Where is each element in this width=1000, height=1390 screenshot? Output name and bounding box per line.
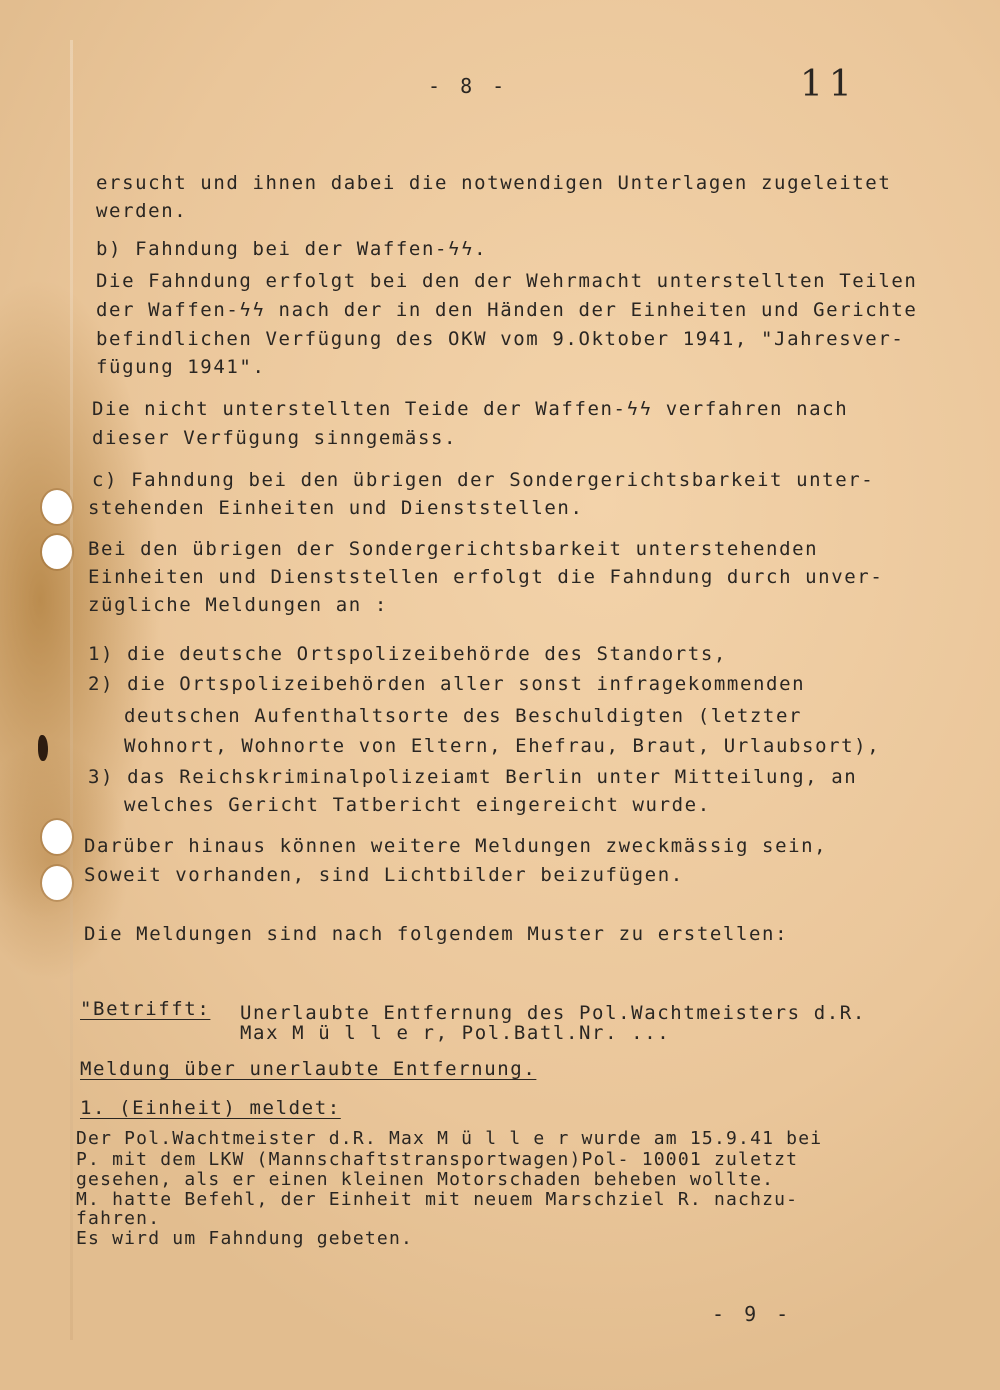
report-subheading: 1. (Einheit) meldet: bbox=[80, 1097, 341, 1119]
folio-number: 11 bbox=[800, 64, 858, 105]
list-item-3: 3) das Reichskriminalpolizeiamt Berlin unter Mitteilung, an bbox=[88, 766, 858, 788]
punch-hole bbox=[42, 490, 72, 524]
body-line: Die Fahndung erfolgt bei den der Wehrmacht unterstellten Teilen bbox=[96, 270, 918, 292]
report-line: Der Pol.Wachtmeister d.R. Max M ü l l e r wurde am 15.9.41 bei bbox=[76, 1128, 823, 1149]
body-line: Die Meldungen sind nach folgendem Muster zu erstellen: bbox=[84, 923, 789, 945]
body-line: werden. bbox=[96, 200, 188, 222]
section-heading-c: c) Fahndung bei den übrigen der Sondergerichtsbarkeit unter- bbox=[92, 469, 875, 491]
report-line: gesehen, als er einen kleinen Motorschaden beheben wollte. bbox=[76, 1169, 775, 1190]
report-heading: Meldung über unerlaubte Entfernung. bbox=[80, 1058, 537, 1080]
list-item-2: 2) die Ortspolizeibehörden aller sonst infragekommenden bbox=[88, 673, 806, 695]
list-item-2-cont: Wohnort, Wohnorte von Eltern, Ehefrau, Braut, Urlaubsort), bbox=[124, 735, 881, 757]
body-line: Bei den übrigen der Sondergerichtsbarkeit unterstehenden bbox=[88, 538, 819, 560]
list-item-3-cont: welches Gericht Tatbericht eingereicht wurde. bbox=[124, 794, 711, 816]
body-line: Darüber hinaus können weitere Meldungen zweckmässig sein, bbox=[84, 835, 828, 857]
report-line: M. hatte Befehl, der Einheit mit neuem Marschziel R. nachzu- bbox=[76, 1189, 799, 1210]
body-line: ersucht und ihnen dabei die notwendigen Unterlagen zugeleitet bbox=[96, 172, 892, 194]
report-line: P. mit dem LKW (Mannschaftstransportwagen)Pol- 10001 zuletzt bbox=[76, 1149, 799, 1170]
punch-hole bbox=[42, 866, 72, 900]
betrifft-text: Unerlaubte Entfernung des Pol.Wachtmeisters d.R. bbox=[240, 1002, 866, 1024]
report-line: fahren. bbox=[76, 1208, 161, 1229]
body-line: stehenden Einheiten und Dienststellen. bbox=[88, 497, 584, 519]
betrifft-text: Max M ü l l e r, Pol.Batl.Nr. ... bbox=[240, 1022, 671, 1044]
fold-line bbox=[70, 40, 73, 1340]
punch-hole bbox=[42, 535, 72, 569]
body-line: Einheiten und Dienststellen erfolgt die Fahndung durch unver- bbox=[88, 566, 884, 588]
body-line: befindlichen Verfügung des OKW vom 9.Oktober 1941, "Jahresver- bbox=[96, 328, 905, 350]
body-line: dieser Verfügung sinngemäss. bbox=[92, 427, 458, 449]
section-heading-b: b) Fahndung bei der Waffen-ϟϟ. bbox=[96, 238, 488, 260]
punch-hole bbox=[42, 820, 72, 854]
ink-stain bbox=[38, 735, 48, 761]
body-line: fügung 1941". bbox=[96, 356, 266, 378]
body-line: Soweit vorhanden, sind Lichtbilder beizufügen. bbox=[84, 864, 684, 886]
page-number: - 8 - bbox=[428, 74, 509, 98]
list-item-1: 1) die deutsche Ortspolizeibehörde des Standorts, bbox=[88, 643, 727, 665]
list-item-2-cont: deutschen Aufenthaltsorte des Beschuldigten (letzter bbox=[124, 705, 803, 727]
betrifft-label: "Betrifft: bbox=[80, 998, 211, 1020]
body-line: Die nicht unterstellten Teide der Waffen-ϟϟ verfahren nach bbox=[92, 398, 849, 420]
body-line: zügliche Meldungen an : bbox=[88, 594, 388, 616]
body-line: der Waffen-ϟϟ nach der in den Händen der Einheiten und Gerichte bbox=[96, 299, 918, 321]
report-line: Es wird um Fahndung gebeten. bbox=[76, 1228, 414, 1249]
next-page-number: - 9 - bbox=[712, 1302, 793, 1326]
